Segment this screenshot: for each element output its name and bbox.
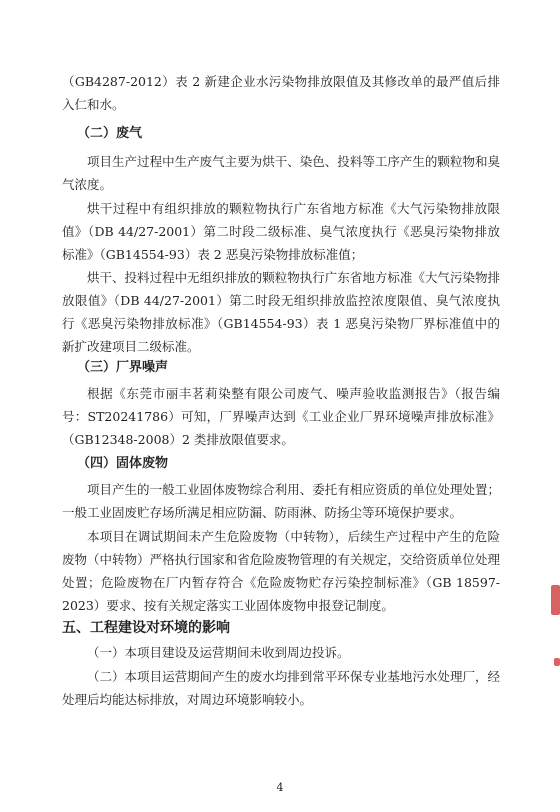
paragraph-organized-emission: 烘干过程中有组织排放的颗粒物执行广东省地方标准《大气污染物排放限值》（DB 44/27-2001）第二时段二级标准、臭气浓度执行《恶臭污染物排放标准》（GB14554-93）表 2 恶臭污染物排放标准值； bbox=[62, 201, 500, 262]
paragraph-unorganized-emission: 烘干、投料过程中无组织排放的颗粒物执行广东省地方标准《大气污染物排放限值》（DB 44/27-2001）第二时段无组织排放监控浓度限值、臭气浓度执行《恶臭污染物排放标准》（GB14554-93）表 1 恶臭污染物厂界标准值中的新扩改建项目二级标准。 bbox=[62, 270, 500, 354]
paragraph-gas-sources: 项目生产过程中生产废气主要为烘干、染色、投料等工序产生的颗粒物和臭气浓度。 bbox=[62, 154, 500, 192]
paragraph-wastewater-impact: （二）本项目运营期间产生的废水均排到常平环保专业基地污水处理厂，经处理后均能达标排放，对周边环境影响较小。 bbox=[62, 669, 500, 707]
paragraph-solid-waste-general: 项目产生的一般工业固体废物综合利用、委托有相应资质的单位处理处置；一般工业固废贮存场所满足相应防漏、防雨淋、防扬尘等环境保护要求。 bbox=[62, 482, 500, 520]
paragraph-wastewater-standard: （GB4287-2012）表 2 新建企业水污染物排放限值及其修改单的最严值后排入仁和水。 bbox=[62, 74, 500, 112]
paragraph-hazardous-waste: 本项目在调试期间未产生危险废物（中转物），后续生产过程中产生的危险废物（中转物）严格执行国家和省危险废物管理的有关规定，交给资质单位处理处置；危险废物在厂内暂存符合《危险废物贮存污染控制标准》（GB 18597-2023）要求、按有关规定落实工业固体废物申报登记制度。 bbox=[62, 529, 500, 613]
heading-noise: （三）厂界噪声 bbox=[77, 360, 169, 375]
heading-solid-waste: （四）固体废物 bbox=[77, 456, 169, 471]
heading-section-5: 五、工程建设对环境的影响 bbox=[62, 620, 230, 636]
heading-waste-gas: （二）废气 bbox=[77, 126, 143, 141]
page-number: 4 bbox=[276, 781, 284, 794]
seal-stamp-fragment bbox=[551, 585, 560, 615]
paragraph-no-complaints: （一）本项目建设及运营期间未收到周边投诉。 bbox=[87, 645, 350, 660]
seal-stamp-fragment-small bbox=[554, 658, 560, 666]
paragraph-noise: 根据《东莞市丽丰茗莉染整有限公司废气、噪声验收监测报告》（报告编号：ST20241786）可知，厂界噪声达到《工业企业厂界环境噪声排放标准》（GB12348-2008）2 类排放限值要求。 bbox=[62, 386, 500, 447]
